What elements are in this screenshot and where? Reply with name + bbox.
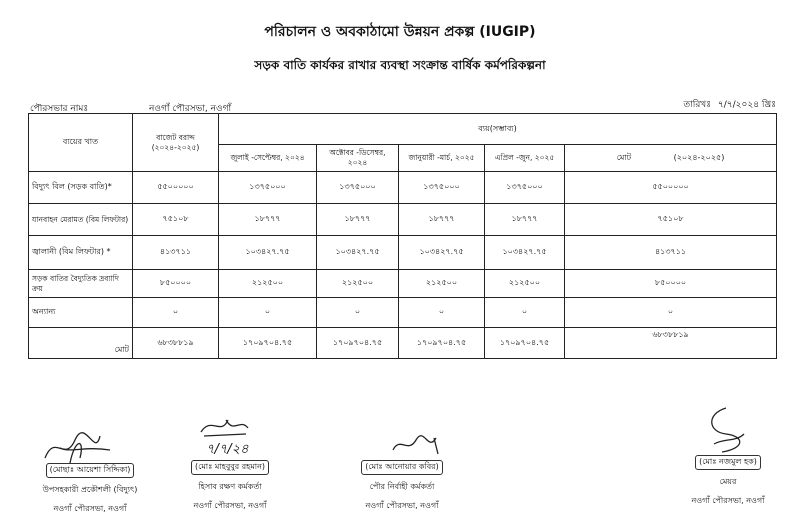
total-head <box>565 145 777 172</box>
row-budget: ৮৫০০০০ <box>133 270 219 298</box>
signature-scribble-4 <box>696 404 756 456</box>
signatory-title: মেয়র <box>719 477 737 486</box>
row-q4: ১০৩৪২৭.৭৫ <box>485 236 565 270</box>
document-title: পরিচালন ও অবকাঠামো উন্নয়ন প্রকল্প (IUGIP) <box>264 24 536 40</box>
row-total: ০ <box>565 298 777 328</box>
total-row <box>29 328 777 359</box>
signature-block-1 <box>30 463 150 516</box>
signatory-name: (মোঃ মাহবুবুর রহমান) <box>191 460 269 475</box>
date-label: তারিখঃ <box>683 100 712 110</box>
total-row-total: ৬৮৩৮৮১৯ <box>565 328 777 359</box>
quarter-head-2: অক্টোবর -ডিসেম্বর, ২০২৪ <box>317 145 399 172</box>
row-q4: ১৮৭৭৭ <box>485 204 565 236</box>
municipality-label: পৌরসভার নামঃ <box>30 104 89 114</box>
row-label: বিদ্যুৎ বিল (সড়ক বাতি)* <box>29 172 133 204</box>
quarter-head-4: এপ্রিল -জুন, ২০২৫ <box>485 145 565 172</box>
table-row <box>29 298 777 328</box>
total-row-budget: ৬৮৩৮৮১৯ <box>133 328 219 359</box>
row-label: যানবাহন মেরামত (বিম লিফটার) <box>29 204 133 236</box>
signatory-office: নওগাঁ পৌরসভা, নওগাঁ <box>691 496 765 505</box>
row-q1: ২১২৫০০ <box>219 270 317 298</box>
total-head-left: মোট <box>616 152 632 162</box>
total-row-q3: ১৭০৯৭০৪.৭৫ <box>399 328 485 359</box>
signatory-title: পৌর নির্বাহী কর্মকর্তা <box>369 482 435 491</box>
signatory-name: (মোঃ আনোয়ার কবির) <box>361 460 442 475</box>
signature-scribble-2 <box>196 414 256 440</box>
signatory-name: (মোঃ নজমুল হক) <box>695 455 761 470</box>
document-subtitle: সড়ক বাতি কার্যকর রাখার ব্যবস্থা সংক্রান্ত বার্ষিক কর্মপরিকল্পনা <box>254 58 546 72</box>
row-q2: ১৮৭৭৭ <box>317 204 399 236</box>
row-q3: ১৮৭৭৭ <box>399 204 485 236</box>
row-q2: ২১২৫০০ <box>317 270 399 298</box>
row-q4: ০ <box>485 298 565 328</box>
quarter-head-3: জানুয়ারী -মার্চ, ২০২৫ <box>399 145 485 172</box>
row-total: ৪১৩৭১১ <box>565 236 777 270</box>
signatory-office: নওগাঁ পৌরসভা, নওগাঁ <box>365 501 439 510</box>
signature-block-3 <box>342 460 462 513</box>
row-q2: ০ <box>317 298 399 328</box>
signatory-title: হিসাব রক্ষণ কর্মকর্তা <box>198 482 262 491</box>
total-row-q1: ১৭০৯৭০৪.৭৫ <box>219 328 317 359</box>
total-row-q4: ১৭০৯৭০৪.৭৫ <box>485 328 565 359</box>
table-row <box>29 270 777 298</box>
row-q2: ১৩৭৫০০০ <box>317 172 399 204</box>
row-total: ৭৫১০৮ <box>565 204 777 236</box>
date-value: ৭/৭/২০২৪ খ্রিঃ <box>717 100 776 110</box>
signatory-office: নওগাঁ পৌরসভা, নওগাঁ <box>53 504 127 513</box>
table-row <box>29 172 777 204</box>
budget-head-cell: বাজেট বরাদ্দ (২০২৪-২০২৫) <box>133 114 219 172</box>
row-label: সড়ক বাতির বৈদ্যুতিক দ্রব্যাদি ক্রয় <box>29 270 133 298</box>
row-total: ৮৫০০০০ <box>565 270 777 298</box>
signature-block-2 <box>170 460 290 513</box>
total-row-q2: ১৭০৯৭০৪.৭৫ <box>317 328 399 359</box>
row-label: অন্যান্য <box>29 298 133 328</box>
row-label: জ্বালানী (বিম লিফটার) * <box>29 236 133 270</box>
row-q4: ২১২৫০০ <box>485 270 565 298</box>
municipality-value: নওগাঁ পৌরসভা, নওগাঁ <box>149 104 232 114</box>
signature-scribble-1 <box>40 428 120 468</box>
signatory-office: নওগাঁ পৌরসভা, নওগাঁ <box>193 501 267 510</box>
row-q4: ১৩৭৫০০০ <box>485 172 565 204</box>
row-q1: ১৮৭৭৭ <box>219 204 317 236</box>
row-budget: ৪১৩৭১১ <box>133 236 219 270</box>
row-budget: ৭৫১০৮ <box>133 204 219 236</box>
total-head-right: (২০২৪-২০২৫) <box>673 152 725 162</box>
row-budget: ৫৫০০০০০ <box>133 172 219 204</box>
row-q3: ২১২৫০০ <box>399 270 485 298</box>
row-q1: ১৩৭৫০০০ <box>219 172 317 204</box>
row-q3: ১৩৭৫০০০ <box>399 172 485 204</box>
total-row-label: মোট <box>29 328 133 359</box>
row-total: ৫৫০০০০০ <box>565 172 777 204</box>
signature-scribble-3 <box>388 432 448 458</box>
expense-head-cell: ব্যয়ের খাত <box>29 114 133 172</box>
table-row <box>29 204 777 236</box>
budget-table <box>28 113 777 359</box>
row-budget: ০ <box>133 298 219 328</box>
expense-group-head: ব্যয়(সম্ভাব্য) <box>219 114 777 145</box>
row-q1: ০ <box>219 298 317 328</box>
row-q3: ১০৩৪২৭.৭৫ <box>399 236 485 270</box>
quarter-head-1: জুলাই -সেপ্টেম্বর, ২০২৪ <box>219 145 317 172</box>
row-q3: ০ <box>399 298 485 328</box>
table-row <box>29 236 777 270</box>
date-line <box>683 97 776 112</box>
row-q1: ১০৩৪২৭.৭৫ <box>219 236 317 270</box>
handwritten-date: ৭/৭/২৪ <box>206 442 249 457</box>
signature-block-4 <box>668 455 788 508</box>
signatory-title: উপসহকারী প্রকৌশলী (বিদ্যুৎ) <box>42 485 138 494</box>
row-q2: ১০৩৪২৭.৭৫ <box>317 236 399 270</box>
signatory-name: (মোছাঃ আয়েশা সিদ্দিকা) <box>46 463 135 478</box>
